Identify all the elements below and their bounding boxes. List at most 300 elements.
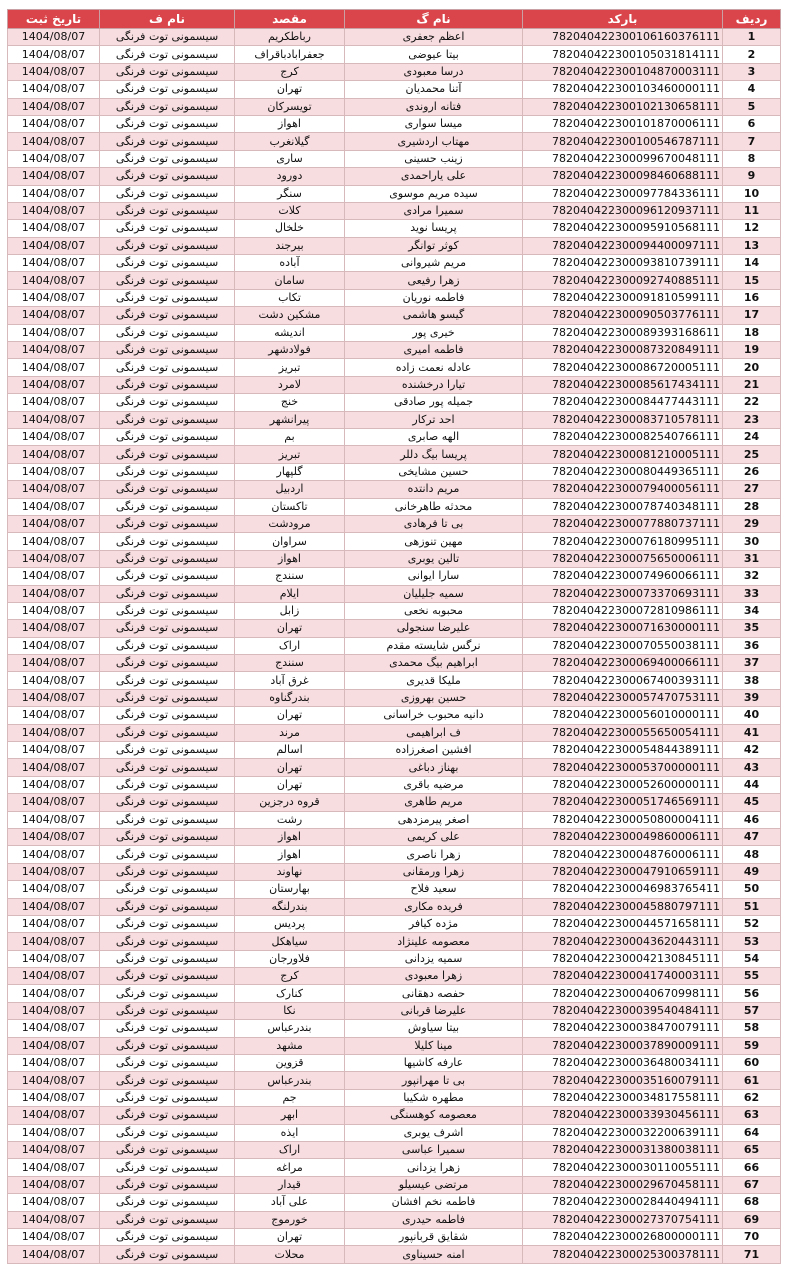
table-row — [8, 968, 781, 985]
sender-cell: سیسمونی توت فرنگی — [100, 81, 235, 98]
date-cell: 1404/08/07 — [8, 428, 100, 445]
receiver-cell: تیارا درخشنده — [345, 376, 523, 393]
table-row — [8, 98, 781, 115]
barcode-cell: 782040422300050800004111 — [523, 811, 723, 828]
receiver-cell: عادله نعمت زاده — [345, 359, 523, 376]
receiver-cell: مریم طاهری — [345, 794, 523, 811]
index-cell: 12 — [723, 220, 781, 237]
date-cell: 1404/08/07 — [8, 1072, 100, 1089]
barcode-cell: 782040422300083710578111 — [523, 411, 723, 428]
date-cell: 1404/08/07 — [8, 968, 100, 985]
receiver-cell: احد ترکار — [345, 411, 523, 428]
date-cell: 1404/08/07 — [8, 115, 100, 132]
sender-cell: سیسمونی توت فرنگی — [100, 933, 235, 950]
index-cell: 10 — [723, 185, 781, 202]
destination-cell: کلات — [235, 202, 345, 219]
sender-cell: سیسمونی توت فرنگی — [100, 881, 235, 898]
destination-cell: تبریز — [235, 359, 345, 376]
date-cell: 1404/08/07 — [8, 1002, 100, 1019]
index-cell: 42 — [723, 742, 781, 759]
date-cell: 1404/08/07 — [8, 394, 100, 411]
destination-cell: خورموج — [235, 1211, 345, 1228]
barcode-cell: 782040422300098460688111 — [523, 168, 723, 185]
receiver-cell: مینا کلیلا — [345, 1037, 523, 1054]
date-cell: 1404/08/07 — [8, 1020, 100, 1037]
index-cell: 34 — [723, 602, 781, 619]
index-cell: 35 — [723, 620, 781, 637]
header-sender: نام ف — [100, 10, 235, 29]
sender-cell: سیسمونی توت فرنگی — [100, 220, 235, 237]
barcode-cell: 782040422300092740885111 — [523, 272, 723, 289]
receiver-cell: سمیرا مرادی — [345, 202, 523, 219]
date-cell: 1404/08/07 — [8, 98, 100, 115]
index-cell: 15 — [723, 272, 781, 289]
destination-cell: خلخال — [235, 220, 345, 237]
header-date: تاریخ ثبت — [8, 10, 100, 29]
sender-cell: سیسمونی توت فرنگی — [100, 794, 235, 811]
destination-cell: نکا — [235, 1002, 345, 1019]
destination-cell: ساری — [235, 150, 345, 167]
index-cell: 41 — [723, 724, 781, 741]
barcode-cell: 782040422300031380038111 — [523, 1142, 723, 1159]
table-row — [8, 1055, 781, 1072]
index-cell: 30 — [723, 533, 781, 550]
destination-cell: کنارک — [235, 985, 345, 1002]
barcode-cell: 782040422300026800000111 — [523, 1228, 723, 1245]
destination-cell: پیرانشهر — [235, 411, 345, 428]
sender-cell: سیسمونی توت فرنگی — [100, 1176, 235, 1193]
sender-cell: سیسمونی توت فرنگی — [100, 533, 235, 550]
sender-cell: سیسمونی توت فرنگی — [100, 46, 235, 63]
destination-cell: قیدار — [235, 1176, 345, 1193]
date-cell: 1404/08/07 — [8, 1142, 100, 1159]
index-cell: 2 — [723, 46, 781, 63]
barcode-cell: 782040422300073370693111 — [523, 585, 723, 602]
destination-cell: تبریز — [235, 446, 345, 463]
index-cell: 21 — [723, 376, 781, 393]
receiver-cell: بی تا فرهادی — [345, 515, 523, 532]
sender-cell: سیسمونی توت فرنگی — [100, 1194, 235, 1211]
barcode-cell: 782040422300093810739111 — [523, 255, 723, 272]
receiver-cell: فتانه اروندی — [345, 98, 523, 115]
table-row — [8, 1159, 781, 1176]
barcode-cell: 782040422300036480034111 — [523, 1055, 723, 1072]
sender-cell: سیسمونی توت فرنگی — [100, 585, 235, 602]
receiver-cell: حفصه دهقانی — [345, 985, 523, 1002]
receiver-cell: بی تا مهرانپور — [345, 1072, 523, 1089]
table-row — [8, 515, 781, 532]
date-cell: 1404/08/07 — [8, 846, 100, 863]
barcode-cell: 782040422300095910568111 — [523, 220, 723, 237]
date-cell: 1404/08/07 — [8, 202, 100, 219]
barcode-cell: 782040422300067400393111 — [523, 672, 723, 689]
sender-cell: سیسمونی توت فرنگی — [100, 463, 235, 480]
receiver-cell: اعظم جعفری — [345, 29, 523, 46]
table-row — [8, 933, 781, 950]
date-cell: 1404/08/07 — [8, 376, 100, 393]
receiver-cell: میسا سواری — [345, 115, 523, 132]
destination-cell: دورود — [235, 168, 345, 185]
date-cell: 1404/08/07 — [8, 1228, 100, 1245]
index-cell: 69 — [723, 1211, 781, 1228]
table-row — [8, 655, 781, 672]
barcode-cell: 782040422300037890009111 — [523, 1037, 723, 1054]
table-row — [8, 81, 781, 98]
destination-cell: علی آباد — [235, 1194, 345, 1211]
sender-cell: سیسمونی توت فرنگی — [100, 637, 235, 654]
index-cell: 62 — [723, 1089, 781, 1106]
destination-cell: زابل — [235, 602, 345, 619]
receiver-cell: اشرف یوبری — [345, 1124, 523, 1141]
index-cell: 23 — [723, 411, 781, 428]
date-cell: 1404/08/07 — [8, 481, 100, 498]
table-row — [8, 863, 781, 880]
index-cell: 25 — [723, 446, 781, 463]
barcode-cell: 782040422300044571658111 — [523, 915, 723, 932]
barcode-cell: 782040422300057470753111 — [523, 689, 723, 706]
barcode-cell: 782040422300102130658111 — [523, 98, 723, 115]
barcode-cell: 782040422300035160079111 — [523, 1072, 723, 1089]
barcode-cell: 782040422300079400056111 — [523, 481, 723, 498]
index-cell: 66 — [723, 1159, 781, 1176]
destination-cell: سنندج — [235, 568, 345, 585]
destination-cell: تاکستان — [235, 498, 345, 515]
destination-cell: اردبیل — [235, 481, 345, 498]
table-row — [8, 637, 781, 654]
date-cell: 1404/08/07 — [8, 150, 100, 167]
destination-cell: مرند — [235, 724, 345, 741]
barcode-cell: 782040422300041740003111 — [523, 968, 723, 985]
index-cell: 68 — [723, 1194, 781, 1211]
date-cell: 1404/08/07 — [8, 1176, 100, 1193]
receiver-cell: سمیه یزدانی — [345, 950, 523, 967]
destination-cell: آباده — [235, 255, 345, 272]
table-row — [8, 1089, 781, 1106]
sender-cell: سیسمونی توت فرنگی — [100, 376, 235, 393]
sender-cell: سیسمونی توت فرنگی — [100, 237, 235, 254]
date-cell: 1404/08/07 — [8, 463, 100, 480]
header-destination: مقصد — [235, 10, 345, 29]
barcode-cell: 782040422300106160376111 — [523, 29, 723, 46]
table-row — [8, 985, 781, 1002]
table-row — [8, 481, 781, 498]
barcode-cell: 782040422300045880797111 — [523, 898, 723, 915]
date-cell: 1404/08/07 — [8, 255, 100, 272]
index-cell: 38 — [723, 672, 781, 689]
index-cell: 22 — [723, 394, 781, 411]
barcode-cell: 782040422300090503776111 — [523, 307, 723, 324]
destination-cell: غرق آباد — [235, 672, 345, 689]
date-cell: 1404/08/07 — [8, 81, 100, 98]
table-row — [8, 1020, 781, 1037]
barcode-cell: 782040422300084477443111 — [523, 394, 723, 411]
destination-cell: تهران — [235, 81, 345, 98]
date-cell: 1404/08/07 — [8, 776, 100, 793]
destination-cell: سیاهکل — [235, 933, 345, 950]
date-cell: 1404/08/07 — [8, 411, 100, 428]
date-cell: 1404/08/07 — [8, 689, 100, 706]
destination-cell: سراوان — [235, 533, 345, 550]
table-row — [8, 202, 781, 219]
barcode-cell: 782040422300075650006111 — [523, 550, 723, 567]
sender-cell: سیسمونی توت فرنگی — [100, 1020, 235, 1037]
date-cell: 1404/08/07 — [8, 794, 100, 811]
receiver-cell: اصغر پیرمزدهی — [345, 811, 523, 828]
index-cell: 5 — [723, 98, 781, 115]
destination-cell: رشت — [235, 811, 345, 828]
date-cell: 1404/08/07 — [8, 742, 100, 759]
destination-cell: جم — [235, 1089, 345, 1106]
destination-cell: نهاوند — [235, 863, 345, 880]
destination-cell: اندیشه — [235, 324, 345, 341]
barcode-cell: 782040422300053700000111 — [523, 759, 723, 776]
sender-cell: سیسمونی توت فرنگی — [100, 811, 235, 828]
destination-cell: تهران — [235, 1228, 345, 1245]
table-row — [8, 220, 781, 237]
sender-cell: سیسمونی توت فرنگی — [100, 411, 235, 428]
receiver-cell: مژده کیافر — [345, 915, 523, 932]
index-cell: 3 — [723, 63, 781, 80]
receiver-cell: سارا ایوانی — [345, 568, 523, 585]
date-cell: 1404/08/07 — [8, 1211, 100, 1228]
receiver-cell: آتنا محمدیان — [345, 81, 523, 98]
index-cell: 24 — [723, 428, 781, 445]
index-cell: 57 — [723, 1002, 781, 1019]
index-cell: 18 — [723, 324, 781, 341]
date-cell: 1404/08/07 — [8, 272, 100, 289]
barcode-cell: 782040422300104870003111 — [523, 63, 723, 80]
destination-cell: ابهر — [235, 1107, 345, 1124]
index-cell: 61 — [723, 1072, 781, 1089]
receiver-cell: پریسا بیگ دللر — [345, 446, 523, 463]
barcode-cell: 782040422300029670458111 — [523, 1176, 723, 1193]
destination-cell: گلپهار — [235, 463, 345, 480]
table-row — [8, 794, 781, 811]
sender-cell: سیسمونی توت فرنگی — [100, 307, 235, 324]
index-cell: 19 — [723, 342, 781, 359]
date-cell: 1404/08/07 — [8, 1055, 100, 1072]
barcode-cell: 782040422300096120937111 — [523, 202, 723, 219]
table-row — [8, 776, 781, 793]
date-cell: 1404/08/07 — [8, 1194, 100, 1211]
sender-cell: سیسمونی توت فرنگی — [100, 724, 235, 741]
sender-cell: سیسمونی توت فرنگی — [100, 446, 235, 463]
sender-cell: سیسمونی توت فرنگی — [100, 915, 235, 932]
receiver-cell: معصومه علینژاد — [345, 933, 523, 950]
date-cell: 1404/08/07 — [8, 1159, 100, 1176]
receiver-cell: امنه حسیناوی — [345, 1246, 523, 1263]
barcode-cell: 782040422300046983765411 — [523, 881, 723, 898]
table-row — [8, 289, 781, 306]
receiver-cell: علی کریمی — [345, 828, 523, 845]
receiver-cell: مریم دانتده — [345, 481, 523, 498]
destination-cell: سامان — [235, 272, 345, 289]
barcode-cell: 782040422300025300378111 — [523, 1246, 723, 1263]
receiver-cell: الهه صابری — [345, 428, 523, 445]
index-cell: 71 — [723, 1246, 781, 1263]
receiver-cell: مهین تنوزهی — [345, 533, 523, 550]
destination-cell: بیرجند — [235, 237, 345, 254]
table-row — [8, 1228, 781, 1245]
receiver-cell: زهرا رفیعی — [345, 272, 523, 289]
sender-cell: سیسمونی توت فرنگی — [100, 620, 235, 637]
receiver-cell: درسا معبودی — [345, 63, 523, 80]
table-row — [8, 63, 781, 80]
index-cell: 50 — [723, 881, 781, 898]
destination-cell: تکاب — [235, 289, 345, 306]
barcode-cell: 782040422300076180995111 — [523, 533, 723, 550]
date-cell: 1404/08/07 — [8, 359, 100, 376]
table-row — [8, 742, 781, 759]
barcode-cell: 782040422300077880737111 — [523, 515, 723, 532]
destination-cell: بندرگناوه — [235, 689, 345, 706]
receiver-cell: فاطمه نخم افشان — [345, 1194, 523, 1211]
date-cell: 1404/08/07 — [8, 1037, 100, 1054]
receiver-cell: کوثر توانگر — [345, 237, 523, 254]
date-cell: 1404/08/07 — [8, 498, 100, 515]
receiver-cell: پریسا نوید — [345, 220, 523, 237]
index-cell: 70 — [723, 1228, 781, 1245]
index-cell: 54 — [723, 950, 781, 967]
sender-cell: سیسمونی توت فرنگی — [100, 98, 235, 115]
date-cell: 1404/08/07 — [8, 63, 100, 80]
date-cell: 1404/08/07 — [8, 724, 100, 741]
table-row — [8, 446, 781, 463]
receiver-cell: فاطمه حیدری — [345, 1211, 523, 1228]
index-cell: 53 — [723, 933, 781, 950]
destination-cell: تهران — [235, 759, 345, 776]
table-body — [8, 29, 781, 1264]
index-cell: 1 — [723, 29, 781, 46]
index-cell: 26 — [723, 463, 781, 480]
barcode-cell: 782040422300054844389111 — [523, 742, 723, 759]
receiver-cell: زهرا ورمقانی — [345, 863, 523, 880]
barcode-cell: 782040422300033930456111 — [523, 1107, 723, 1124]
table-row — [8, 707, 781, 724]
destination-cell: اهواز — [235, 550, 345, 567]
date-cell: 1404/08/07 — [8, 220, 100, 237]
date-cell: 1404/08/07 — [8, 568, 100, 585]
date-cell: 1404/08/07 — [8, 915, 100, 932]
barcode-cell: 782040422300027370754111 — [523, 1211, 723, 1228]
sender-cell: سیسمونی توت فرنگی — [100, 289, 235, 306]
receiver-cell: گیسو هاشمی — [345, 307, 523, 324]
barcode-cell: 782040422300039540484111 — [523, 1002, 723, 1019]
table-row — [8, 898, 781, 915]
sender-cell: سیسمونی توت فرنگی — [100, 515, 235, 532]
destination-cell: تویسرکان — [235, 98, 345, 115]
receiver-cell: زهرا یزدانی — [345, 1159, 523, 1176]
date-cell: 1404/08/07 — [8, 307, 100, 324]
index-cell: 29 — [723, 515, 781, 532]
header-index: ردیف — [723, 10, 781, 29]
sender-cell: سیسمونی توت فرنگی — [100, 985, 235, 1002]
receiver-cell: نرگس شایسته مقدم — [345, 637, 523, 654]
index-cell: 51 — [723, 898, 781, 915]
barcode-cell: 782040422300094400097111 — [523, 237, 723, 254]
sender-cell: سیسمونی توت فرنگی — [100, 759, 235, 776]
sender-cell: سیسمونی توت فرنگی — [100, 707, 235, 724]
index-cell: 20 — [723, 359, 781, 376]
barcode-cell: 782040422300097784336111 — [523, 185, 723, 202]
table-row — [8, 846, 781, 863]
table-row — [8, 394, 781, 411]
destination-cell: قروه درجزین — [235, 794, 345, 811]
date-cell: 1404/08/07 — [8, 585, 100, 602]
index-cell: 17 — [723, 307, 781, 324]
barcode-cell: 782040422300030110055111 — [523, 1159, 723, 1176]
index-cell: 16 — [723, 289, 781, 306]
sender-cell: سیسمونی توت فرنگی — [100, 776, 235, 793]
barcode-cell: 782040422300085617434111 — [523, 376, 723, 393]
destination-cell: بم — [235, 428, 345, 445]
destination-cell: مرودشت — [235, 515, 345, 532]
table-row — [8, 550, 781, 567]
receiver-cell: فریده مکاری — [345, 898, 523, 915]
destination-cell: اراک — [235, 637, 345, 654]
sender-cell: سیسمونی توت فرنگی — [100, 1142, 235, 1159]
receiver-cell: شقایق قربانپور — [345, 1228, 523, 1245]
index-cell: 4 — [723, 81, 781, 98]
table-row — [8, 133, 781, 150]
destination-cell: بهارستان — [235, 881, 345, 898]
index-cell: 39 — [723, 689, 781, 706]
table-row — [8, 1142, 781, 1159]
sender-cell: سیسمونی توت فرنگی — [100, 898, 235, 915]
destination-cell: تهران — [235, 776, 345, 793]
sender-cell: سیسمونی توت فرنگی — [100, 428, 235, 445]
date-cell: 1404/08/07 — [8, 446, 100, 463]
date-cell: 1404/08/07 — [8, 1089, 100, 1106]
receiver-cell: بهناز دباغی — [345, 759, 523, 776]
receiver-cell: علیرضا قربانی — [345, 1002, 523, 1019]
destination-cell: محلات — [235, 1246, 345, 1263]
date-cell: 1404/08/07 — [8, 1246, 100, 1263]
table-row — [8, 689, 781, 706]
index-cell: 28 — [723, 498, 781, 515]
receiver-cell: سمیرا عباسی — [345, 1142, 523, 1159]
date-cell: 1404/08/07 — [8, 1107, 100, 1124]
table-row — [8, 1107, 781, 1124]
header-receiver: نام گ — [345, 10, 523, 29]
destination-cell: کرج — [235, 968, 345, 985]
date-cell: 1404/08/07 — [8, 46, 100, 63]
receiver-cell: دانیه محبوب خراسانی — [345, 707, 523, 724]
index-cell: 67 — [723, 1176, 781, 1193]
barcode-cell: 782040422300100546787111 — [523, 133, 723, 150]
barcode-cell: 782040422300047910659111 — [523, 863, 723, 880]
sender-cell: سیسمونی توت فرنگی — [100, 568, 235, 585]
sender-cell: سیسمونی توت فرنگی — [100, 1089, 235, 1106]
sender-cell: سیسمونی توت فرنگی — [100, 342, 235, 359]
date-cell: 1404/08/07 — [8, 933, 100, 950]
sender-cell: سیسمونی توت فرنگی — [100, 863, 235, 880]
table-row — [8, 498, 781, 515]
barcode-cell: 782040422300081210005111 — [523, 446, 723, 463]
table-row — [8, 585, 781, 602]
table-row — [8, 950, 781, 967]
barcode-cell: 782040422300055650054111 — [523, 724, 723, 741]
sender-cell: سیسمونی توت فرنگی — [100, 481, 235, 498]
destination-cell: اراک — [235, 1142, 345, 1159]
destination-cell: رباطکریم — [235, 29, 345, 46]
table-row — [8, 1037, 781, 1054]
index-cell: 52 — [723, 915, 781, 932]
sender-cell: سیسمونی توت فرنگی — [100, 272, 235, 289]
destination-cell: گیلانغرب — [235, 133, 345, 150]
sender-cell: سیسمونی توت فرنگی — [100, 1107, 235, 1124]
barcode-cell: 782040422300105031814111 — [523, 46, 723, 63]
